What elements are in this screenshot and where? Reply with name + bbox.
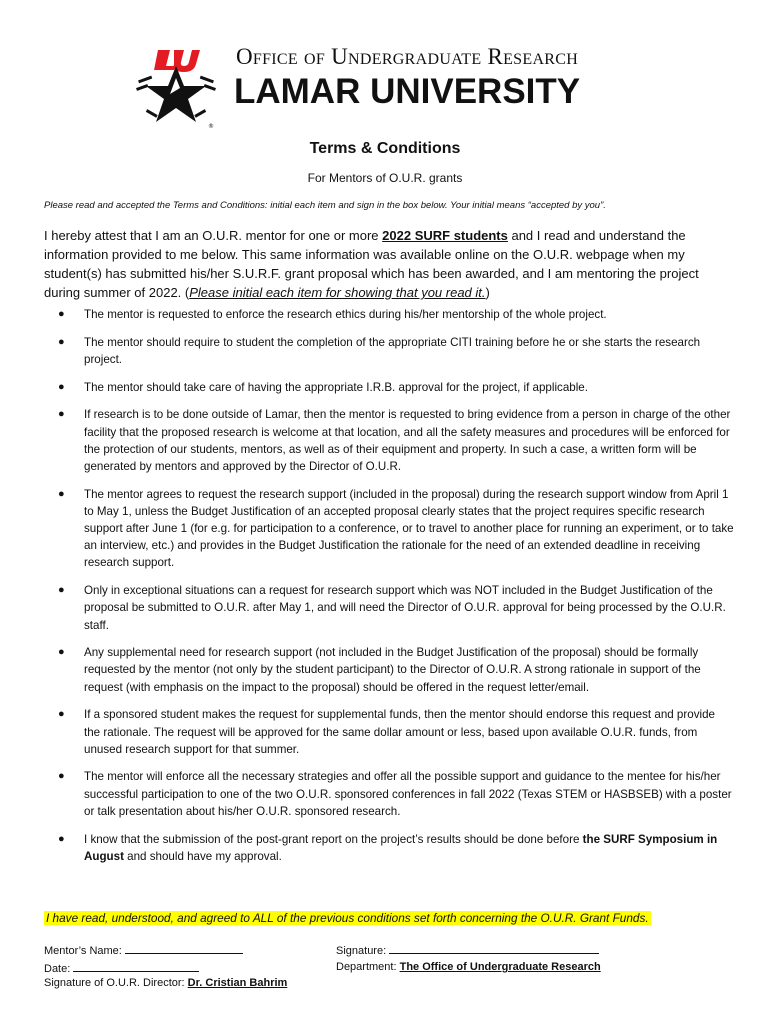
lamar-star-logo — [136, 42, 216, 134]
page-subtitle: For Mentors of O.U.R. grants — [307, 171, 463, 185]
svg-text:®: ® — [208, 123, 214, 130]
signature-label: Signature: — [336, 945, 387, 957]
item-text: The mentor should take care of having the appropriate I.R.B. approval for the project, if applicable. — [84, 380, 588, 394]
bullet-icon: ● — [58, 308, 65, 320]
department-field — [336, 961, 601, 973]
date-label: Date: — [44, 963, 71, 975]
list-item — [44, 582, 734, 634]
instructions: Please read and accepted the Terms and Conditions: initial each item and sign in the box below. Your initial means “accepted by you”. — [44, 200, 606, 211]
signature-line[interactable] — [389, 943, 599, 954]
director-label: Signature of O.U.R. Director: — [44, 977, 185, 989]
intro-italic: Please initial each item for showing that you read it. — [189, 285, 486, 300]
item-text: The mentor is requested to enforce the research ethics during his/her mentorship of the whole project. — [84, 308, 607, 321]
letterhead — [0, 0, 770, 135]
page-title: Terms & Conditions — [309, 140, 461, 157]
bullet-icon: ● — [58, 646, 65, 659]
item-text: Only in exceptional situations can a request for research support which was NOT included in the Budget Justification of the proposal be submitted to O.U.R. after May 1, and will need the Director of O.U.R. approval for being processed by the O.U.R. staff. — [84, 584, 726, 632]
date-line[interactable] — [73, 961, 199, 972]
item-text: The mentor agrees to request the research support (included in the proposal) during the research support window from April 1 to May 1, unless the Budget Justification of an accepted proposal clearly states that the project requires specific research support after June 1 (for e.g. for participation to a conference, or to travel to another place for running an experiment, or to take an interview, etc.) and provides in the Budget Justification the rationale for the need of an extended deadline in receiving research support. — [84, 487, 734, 570]
office-name: Office of Undergraduate Research — [236, 44, 579, 69]
bullet-icon: ● — [58, 584, 65, 597]
university-name: LAMAR UNIVERSITY — [234, 72, 581, 111]
intro-text: ) — [485, 285, 490, 300]
item-text: The mentor should require to student the completion of the appropriate CITI training before he or she starts the research project. — [84, 335, 701, 366]
list-item — [44, 706, 734, 758]
bullet-icon: ● — [58, 832, 65, 845]
list-item — [44, 768, 734, 820]
list-item — [44, 831, 734, 865]
list-item — [44, 306, 734, 323]
item-text: If a sponsored student makes the request for supplemental funds, then the mentor should endorse this request and provide the rationale. The request will be approved for the same dollar amount or less, based upon available O.U.R. funds, from unused research support for that summer. — [84, 708, 715, 756]
bullet-icon: ● — [58, 408, 65, 421]
item-text: Any supplemental need for research support (not included in the Budget Justification of the proposal) should be formally requested by the mentor (not only by the student participant) to the Director of O.U.R. A strong rationale in support of the request (with emphasis on the impact to the proposal) should be offered in the request letter/email. — [84, 646, 701, 694]
list-item — [44, 644, 734, 696]
item-text: If research is to be done outside of Lamar, then the mentor is requested to bring evidence from a person in charge of the other facility that the proposed research is welcome at that location, and all the safety measures and procedures will be enforced for the protection of our students, mentors, as well as of their equipment and property. In such a case, a written form will be generated by mentors and approved by the Director of O.U.R. — [84, 408, 731, 473]
director-signature — [44, 977, 287, 989]
terms-list — [44, 306, 734, 875]
intro-text: I hereby attest that I am an O.U.R. mentor for one or more — [44, 228, 383, 243]
item-text: and should have my approval. — [123, 849, 282, 863]
intro-text: and I read and understand the information provided to me below. This same information was available online on the O.U.R. webpage when my student(s) has submitted his/her S.U.R.F. grant proposal which has been awarded, and I am mentoring the project during summer of 2022. ( — [44, 228, 699, 300]
item-text: The mentor will enforce all the necessary strategies and offer all the possible support and guidance to the mentee for his/her successful participation to one of the two O.U.R. sponsored conferences in fall 2022 (Texas STEM or HASBSEB) with a poster or talk presentation about his/her O.U.R. sponsored research. — [84, 770, 732, 818]
department-label: Department: — [336, 961, 397, 973]
bullet-icon: ● — [58, 380, 65, 393]
date-field[interactable] — [44, 961, 199, 975]
list-item — [44, 486, 734, 572]
list-item — [44, 334, 734, 368]
attestation-paragraph — [44, 226, 734, 302]
bullet-icon: ● — [58, 335, 65, 348]
intro-bold: 2022 SURF students — [382, 228, 508, 243]
bullet-icon: ● — [58, 487, 65, 500]
list-item — [44, 406, 734, 475]
item-bold: the SURF Symposium in August — [84, 832, 718, 863]
mentor-name-line[interactable] — [125, 943, 243, 954]
bullet-icon: ● — [58, 708, 65, 721]
department-value: The Office of Undergraduate Research — [399, 961, 601, 973]
signature-field[interactable] — [336, 943, 599, 957]
agreement-statement: I have read, understood, and agreed to ALL of the previous conditions set forth concerning the O.U.R. Grant Funds. — [46, 911, 649, 925]
mentor-name-label: Mentor’s Name: — [44, 945, 122, 957]
item-text: I know that the submission of the post-grant report on the project’s results should be done before — [84, 832, 583, 846]
mentor-name-field[interactable] — [44, 943, 243, 957]
director-name: Dr. Cristian Bahrim — [187, 977, 288, 989]
bullet-icon: ● — [58, 770, 65, 783]
list-item — [44, 379, 734, 396]
